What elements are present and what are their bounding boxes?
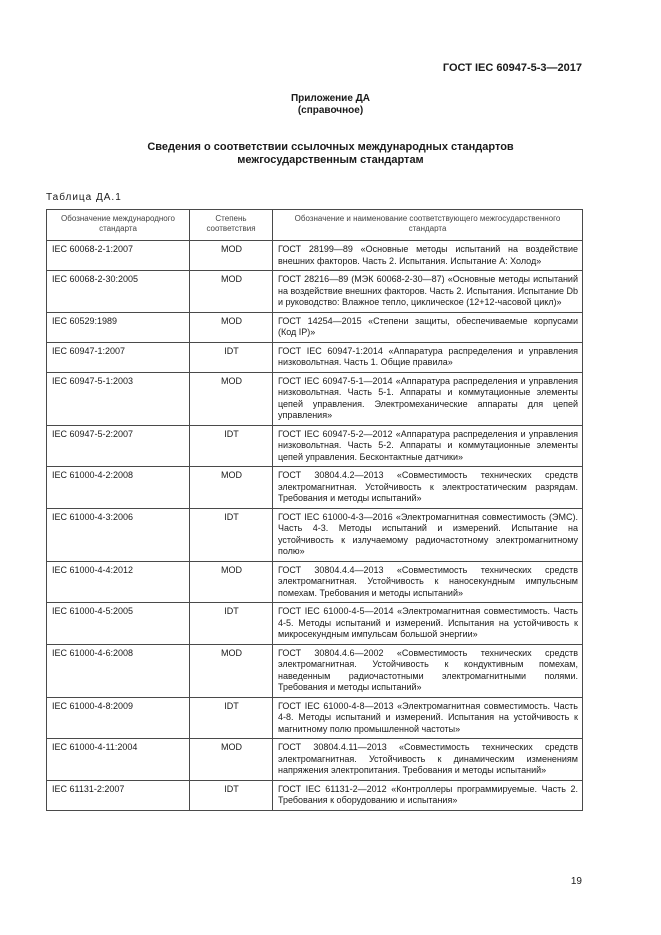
appendix-heading [0, 93, 661, 117]
section-title-line-2: межгосударственным стандартам [237, 154, 424, 166]
column-header-standard: Обозначение международного стандарта [47, 210, 190, 241]
cell-degree: IDT [190, 697, 273, 739]
cell-description: ГОСТ 28199—89 «Основные методы испытаний на воздействие внешних факторов. Часть 2. Испытания. Испытание А: Холод» [273, 241, 583, 271]
table-header-row [47, 210, 583, 241]
cell-degree: MOD [190, 644, 273, 697]
cell-degree: IDT [190, 780, 273, 810]
cell-degree: IDT [190, 342, 273, 372]
table-row [47, 372, 583, 425]
cell-description: ГОСТ IEC 61131-2—2012 «Контроллеры программируемые. Часть 2. Требования к оборудованию и испытания» [273, 780, 583, 810]
cell-description: ГОСТ 30804.4.4—2013 «Совместимость технических средств электромагнитная. Устойчивость к наносекундным импульсным помехам. Требования и методы испытаний» [273, 561, 583, 603]
cell-standard: IEC 60947-1:2007 [47, 342, 190, 372]
table-row [47, 508, 583, 561]
cell-standard: IEC 61000-4-11:2004 [47, 739, 190, 781]
cell-description: ГОСТ IEC 61000-4-8—2013 «Электромагнитная совместимость. Часть 4-8. Методы испытаний и измерений. Испытания на устойчивость к магнитному полю промышленной частоты» [273, 697, 583, 739]
table-row [47, 425, 583, 467]
cell-standard: IEC 60068-2-1:2007 [47, 241, 190, 271]
appendix-title: Приложение ДА [290, 93, 371, 104]
table-label: Таблица ДА.1 [46, 192, 122, 203]
cell-degree: MOD [190, 561, 273, 603]
table-row [47, 467, 583, 509]
table-row [47, 603, 583, 645]
page-number: 19 [570, 876, 582, 887]
cell-degree: IDT [190, 425, 273, 467]
cell-degree: MOD [190, 372, 273, 425]
table-row [47, 342, 583, 372]
cell-standard: IEC 61000-4-6:2008 [47, 644, 190, 697]
table-row [47, 644, 583, 697]
cell-standard: IEC 60529:1989 [47, 312, 190, 342]
cell-description: ГОСТ IEC 61000-4-3—2016 «Электромагнитная совместимость (ЭМС). Часть 4-3. Методы испытаний и измерений. Испытание на устойчивость к излучаемому радиочастотному электромагнитному полю» [273, 508, 583, 561]
cell-description: ГОСТ 28216—89 (МЭК 60068-2-30—87) «Основные методы испытаний на воздействие внешних факторов. Часть 2. Испытания. Испытание Db и руководство: Влажное тепло, циклическое (12+12-часовой цикл)» [273, 271, 583, 313]
cell-standard: IEC 61000-4-4:2012 [47, 561, 190, 603]
cell-standard: IEC 60068-2-30:2005 [47, 271, 190, 313]
cell-description: ГОСТ 30804.4.6—2002 «Совместимость технических средств электромагнитная. Устойчивость к кондуктивным помехам, наведенным радиочастотными электромагнитными полями. Требования и методы испытаний» [273, 644, 583, 697]
table-row [47, 697, 583, 739]
cell-degree: MOD [190, 312, 273, 342]
cell-description: ГОСТ IEC 60947-1:2014 «Аппаратура распределения и управления низковольтная. Часть 1. Общие правила» [273, 342, 583, 372]
appendix-subtitle: (справочное) [297, 105, 364, 116]
cell-description: ГОСТ IEC 60947-5-2—2012 «Аппаратура распределения и управления низковольтная. Часть 5-2. Аппараты и коммутационные элементы цепей управления. Бесконтактные датчики» [273, 425, 583, 467]
cell-standard: IEC 61000-4-8:2009 [47, 697, 190, 739]
cell-standard: IEC 60947-5-2:2007 [47, 425, 190, 467]
correspondence-table [46, 209, 583, 811]
cell-degree: MOD [190, 739, 273, 781]
cell-degree: MOD [190, 271, 273, 313]
cell-standard: IEC 61000-4-3:2006 [47, 508, 190, 561]
cell-standard: IEC 61000-4-2:2008 [47, 467, 190, 509]
cell-standard: IEC 60947-5-1:2003 [47, 372, 190, 425]
cell-description: ГОСТ 14254—2015 «Степени защиты, обеспечиваемые корпусами (Код IP)» [273, 312, 583, 342]
cell-degree: MOD [190, 467, 273, 509]
cell-degree: IDT [190, 603, 273, 645]
cell-standard: IEC 61000-4-5:2005 [47, 603, 190, 645]
cell-description: ГОСТ IEC 61000-4-5—2014 «Электромагнитная совместимость. Часть 4-5. Методы испытаний и измерений. Испытания на устойчивость к микросекундным импульсам большой энергии» [273, 603, 583, 645]
cell-degree: MOD [190, 241, 273, 271]
cell-degree: IDT [190, 508, 273, 561]
cell-description: ГОСТ 30804.4.11—2013 «Совместимость технических средств электромагнитная. Устойчивость к динамическим изменениям напряжения электропитания. Требования и методы испытаний» [273, 739, 583, 781]
cell-description: ГОСТ IEC 60947-5-1—2014 «Аппаратура распределения и управления низковольтная. Часть 5-1. Аппараты и коммутационные элементы цепей управления. Электромеханические аппараты для цепей управления» [273, 372, 583, 425]
table-row [47, 271, 583, 313]
cell-description: ГОСТ 30804.4.2—2013 «Совместимость технических средств электромагнитная. Устойчивость к электростатическим разрядам. Требования и методы испытаний» [273, 467, 583, 509]
table-row [47, 739, 583, 781]
table-row [47, 241, 583, 271]
column-header-degree: Степень соответствия [190, 210, 273, 241]
table-row [47, 312, 583, 342]
table-row [47, 780, 583, 810]
document-code: ГОСТ IEC 60947-5-3—2017 [442, 62, 582, 74]
table-body [47, 241, 583, 811]
table-row [47, 561, 583, 603]
section-title [0, 141, 661, 167]
section-title-line-1: Сведения о соответствии ссылочных международных стандартов [147, 141, 514, 153]
cell-standard: IEC 61131-2:2007 [47, 780, 190, 810]
column-header-description: Обозначение и наименование соответствующего межгосударственного стандарта [273, 210, 583, 241]
